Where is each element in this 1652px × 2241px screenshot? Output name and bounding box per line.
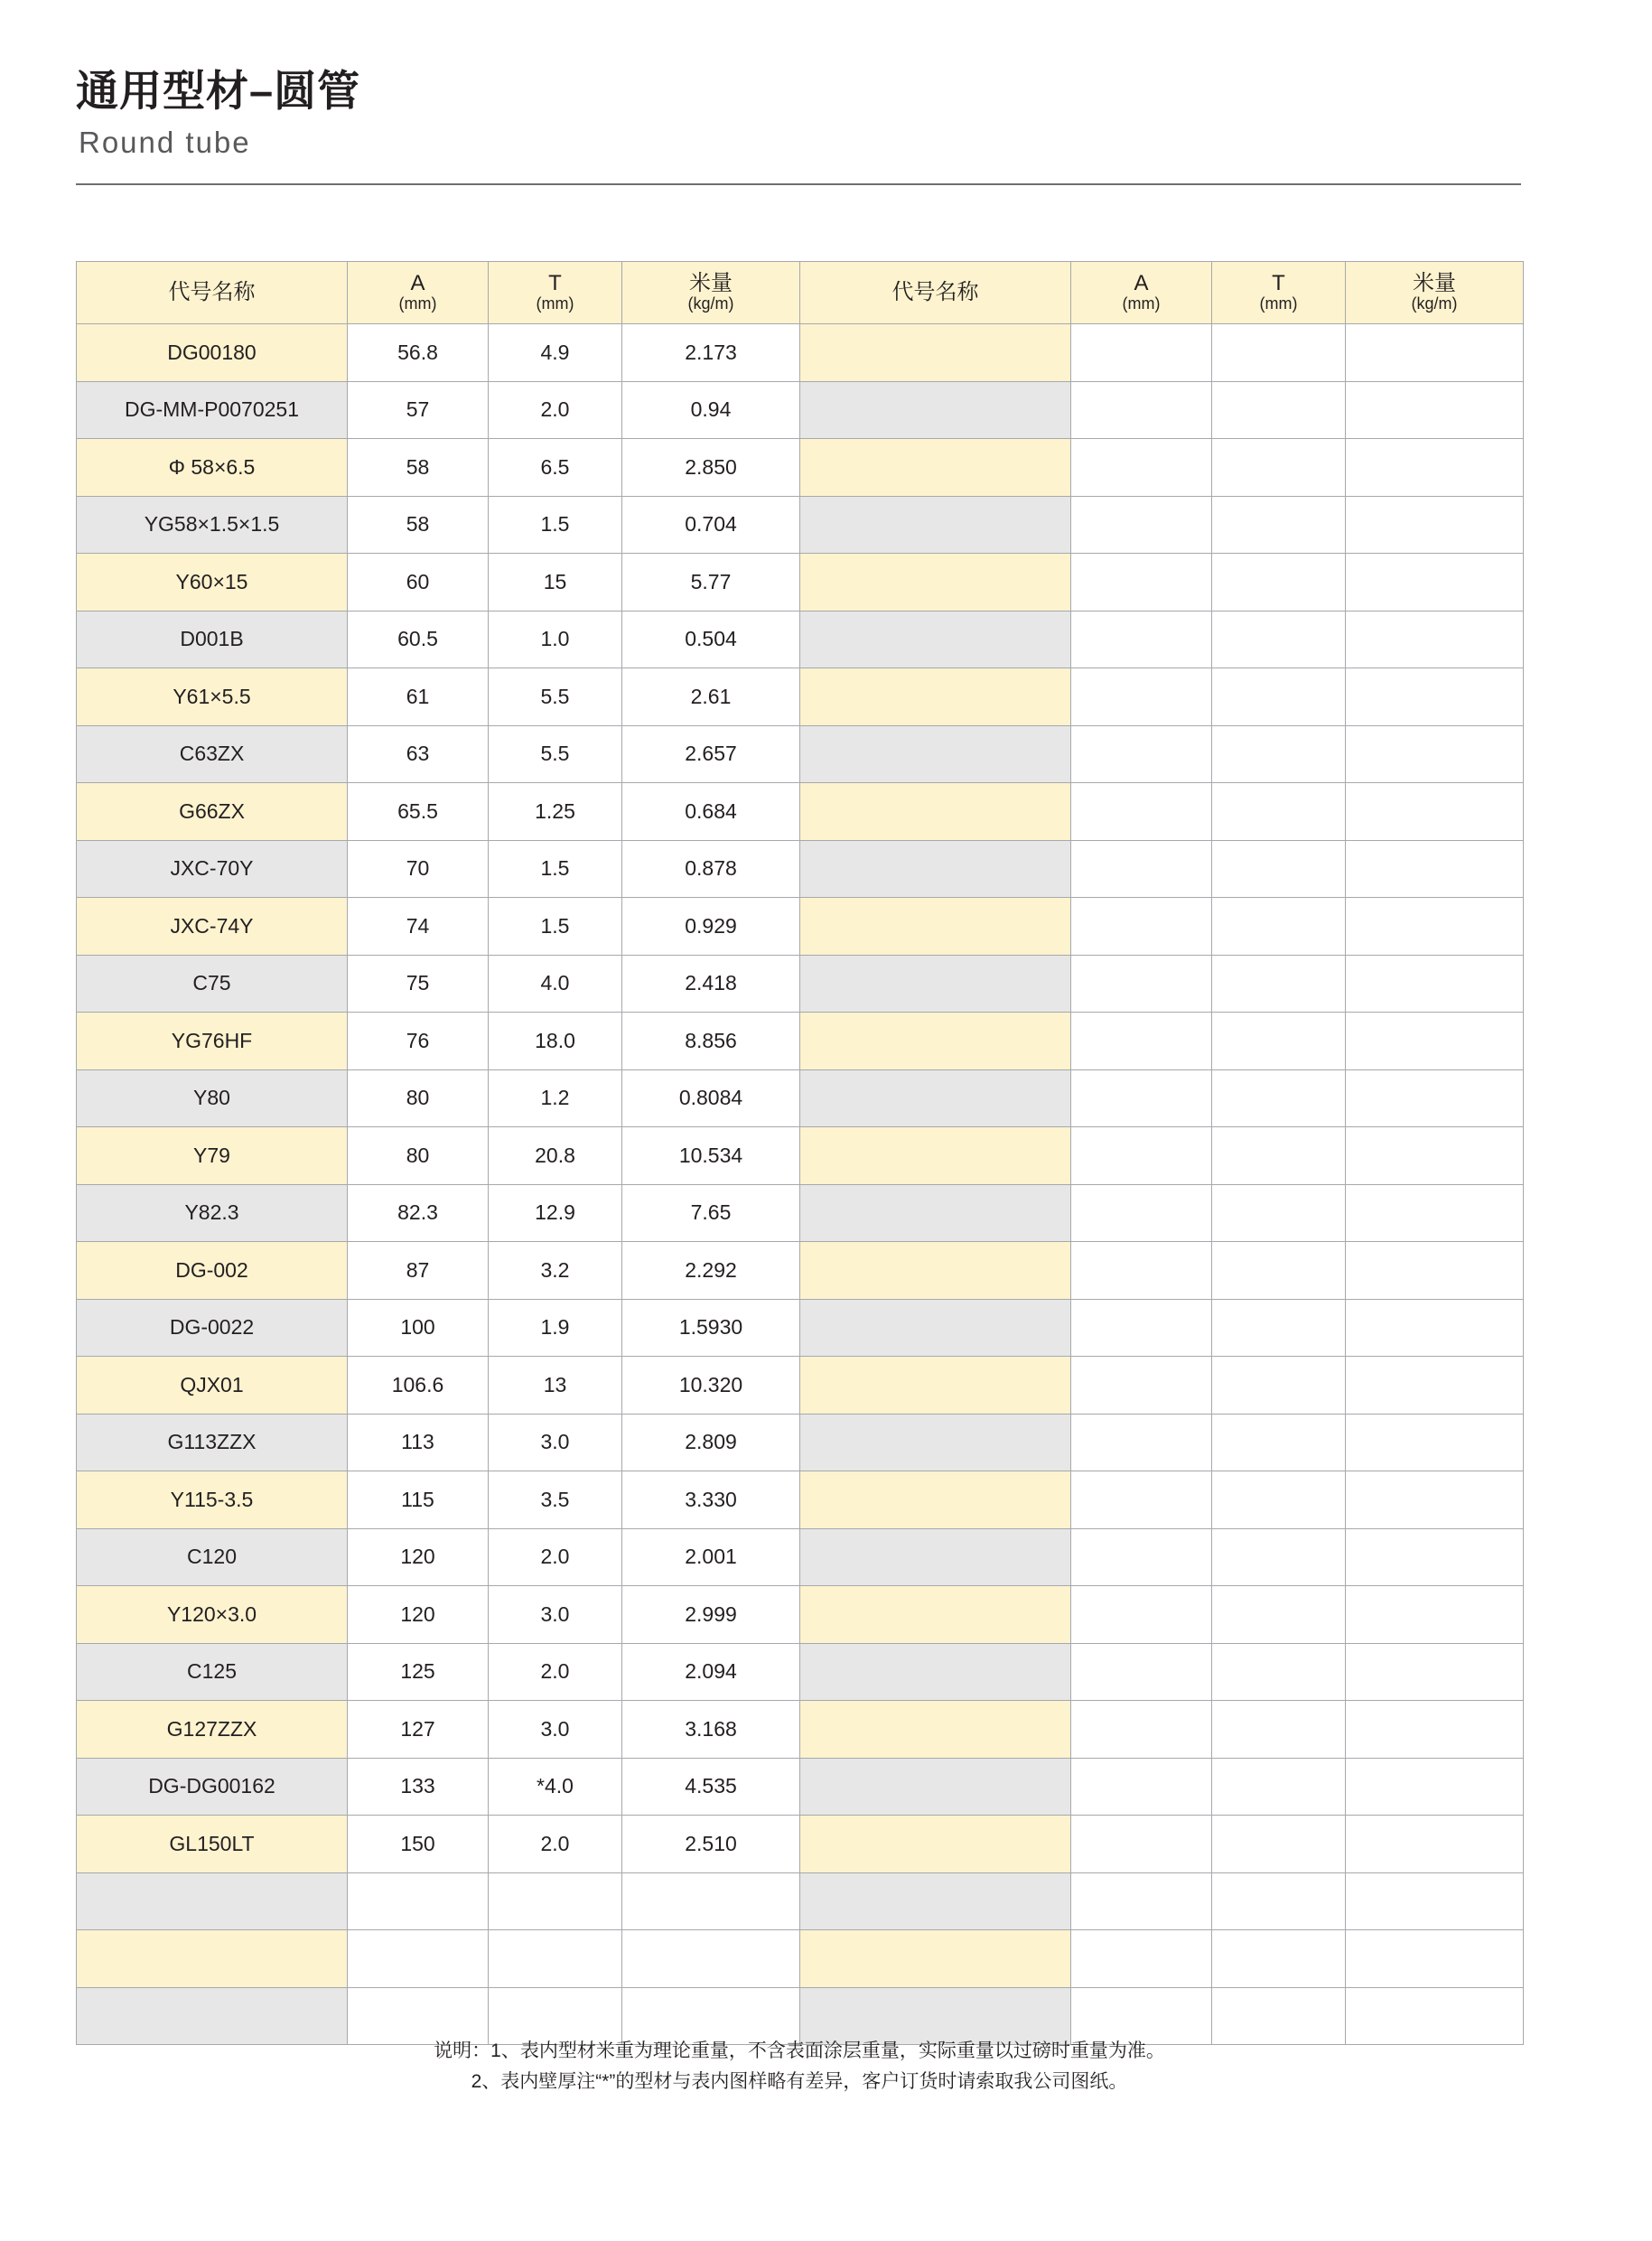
cell-t-right bbox=[1212, 1069, 1346, 1127]
column-header-a-right bbox=[1071, 262, 1212, 324]
cell-a-left bbox=[348, 1872, 489, 1930]
page-title-cn: 通用型材–圆管 bbox=[76, 67, 361, 115]
cell-a-right bbox=[1071, 1872, 1212, 1930]
table-header bbox=[77, 262, 1524, 324]
cell-name-right bbox=[800, 554, 1071, 612]
cell-weight-left: 2.510 bbox=[622, 1816, 800, 1873]
cell-a-left: 60 bbox=[348, 554, 489, 612]
cell-a-left: 65.5 bbox=[348, 783, 489, 841]
cell-t-right bbox=[1212, 783, 1346, 841]
cell-weight-right bbox=[1346, 1242, 1524, 1300]
cell-t-left: 12.9 bbox=[489, 1184, 622, 1242]
cell-name-left: C75 bbox=[77, 955, 348, 1013]
table-row bbox=[77, 1758, 1524, 1816]
cell-t-left: 3.0 bbox=[489, 1586, 622, 1644]
spec-table bbox=[76, 261, 1524, 2045]
cell-t-right bbox=[1212, 1701, 1346, 1759]
cell-name-right bbox=[800, 1586, 1071, 1644]
cell-name-right bbox=[800, 898, 1071, 956]
cell-t-left: 1.5 bbox=[489, 840, 622, 898]
cell-t-left: 3.2 bbox=[489, 1242, 622, 1300]
cell-t-left: 2.0 bbox=[489, 381, 622, 439]
cell-a-left: 74 bbox=[348, 898, 489, 956]
cell-t-right bbox=[1212, 1013, 1346, 1070]
cell-t-right bbox=[1212, 381, 1346, 439]
cell-a-right bbox=[1071, 1471, 1212, 1529]
cell-a-left: 56.8 bbox=[348, 324, 489, 382]
cell-a-right bbox=[1071, 955, 1212, 1013]
cell-weight-right bbox=[1346, 840, 1524, 898]
cell-name-left: G127ZZX bbox=[77, 1701, 348, 1759]
cell-a-right bbox=[1071, 1414, 1212, 1471]
cell-weight-left: 0.684 bbox=[622, 783, 800, 841]
cell-weight-left: 0.929 bbox=[622, 898, 800, 956]
cell-name-right bbox=[800, 496, 1071, 554]
cell-t-left: 4.9 bbox=[489, 324, 622, 382]
cell-a-left: 115 bbox=[348, 1471, 489, 1529]
cell-t-left: 1.0 bbox=[489, 611, 622, 668]
cell-a-left: 87 bbox=[348, 1242, 489, 1300]
cell-t-left: 2.0 bbox=[489, 1643, 622, 1701]
cell-name-left bbox=[77, 1930, 348, 1988]
table-row bbox=[77, 554, 1524, 612]
table-row bbox=[77, 496, 1524, 554]
cell-t-left: 5.5 bbox=[489, 725, 622, 783]
cell-weight-left: 0.878 bbox=[622, 840, 800, 898]
cell-a-right bbox=[1071, 1816, 1212, 1873]
cell-name-left: Y79 bbox=[77, 1127, 348, 1185]
cell-weight-left: 3.168 bbox=[622, 1701, 800, 1759]
cell-name-right bbox=[800, 1357, 1071, 1415]
cell-a-left: 120 bbox=[348, 1528, 489, 1586]
cell-t-left: 4.0 bbox=[489, 955, 622, 1013]
cell-name-left: DG-002 bbox=[77, 1242, 348, 1300]
cell-name-left: GL150LT bbox=[77, 1816, 348, 1873]
cell-name-right bbox=[800, 1872, 1071, 1930]
column-header-title: 代号名称 bbox=[168, 280, 256, 305]
cell-a-right bbox=[1071, 783, 1212, 841]
cell-t-right bbox=[1212, 439, 1346, 497]
table-row bbox=[77, 725, 1524, 783]
table-row bbox=[77, 1357, 1524, 1415]
column-header-title: T bbox=[1272, 271, 1285, 296]
cell-name-left: G66ZX bbox=[77, 783, 348, 841]
cell-t-left: 13 bbox=[489, 1357, 622, 1415]
cell-name-right bbox=[800, 611, 1071, 668]
note-line-2: 2、表内壁厚注“*”的型材与表内图样略有差异，客户订货时请索取我公司图纸。 bbox=[471, 2070, 1128, 2092]
cell-a-left: 58 bbox=[348, 439, 489, 497]
column-header-a-left bbox=[348, 262, 489, 324]
cell-t-left: 6.5 bbox=[489, 439, 622, 497]
cell-weight-left: 0.504 bbox=[622, 611, 800, 668]
cell-a-right bbox=[1071, 1184, 1212, 1242]
cell-a-left: 63 bbox=[348, 725, 489, 783]
cell-weight-right bbox=[1346, 1758, 1524, 1816]
cell-a-left: 150 bbox=[348, 1816, 489, 1873]
cell-name-left bbox=[77, 1872, 348, 1930]
cell-a-left: 75 bbox=[348, 955, 489, 1013]
cell-t-left bbox=[489, 1930, 622, 1988]
table-row bbox=[77, 1242, 1524, 1300]
cell-weight-left: 2.418 bbox=[622, 955, 800, 1013]
cell-name-right bbox=[800, 783, 1071, 841]
cell-a-left: 61 bbox=[348, 668, 489, 726]
cell-a-left bbox=[348, 1930, 489, 1988]
cell-name-right bbox=[800, 1414, 1071, 1471]
cell-weight-left: 2.001 bbox=[622, 1528, 800, 1586]
cell-name-right bbox=[800, 1013, 1071, 1070]
cell-a-left: 60.5 bbox=[348, 611, 489, 668]
cell-t-right bbox=[1212, 1184, 1346, 1242]
cell-a-left: 120 bbox=[348, 1586, 489, 1644]
cell-weight-right bbox=[1346, 1127, 1524, 1185]
cell-t-right bbox=[1212, 1643, 1346, 1701]
cell-name-right bbox=[800, 1643, 1071, 1701]
cell-t-left: 3.0 bbox=[489, 1414, 622, 1471]
table-row bbox=[77, 1701, 1524, 1759]
column-header-unit: (kg/m) bbox=[1411, 294, 1458, 313]
cell-name-left: YG58×1.5×1.5 bbox=[77, 496, 348, 554]
cell-name-left: Y120×3.0 bbox=[77, 1586, 348, 1644]
cell-t-right bbox=[1212, 1127, 1346, 1185]
cell-a-left: 57 bbox=[348, 381, 489, 439]
cell-t-right bbox=[1212, 1414, 1346, 1471]
cell-t-left: 18.0 bbox=[489, 1013, 622, 1070]
cell-weight-right bbox=[1346, 1414, 1524, 1471]
cell-weight-left: 2.173 bbox=[622, 324, 800, 382]
cell-weight-left: 5.77 bbox=[622, 554, 800, 612]
cell-a-right bbox=[1071, 1528, 1212, 1586]
cell-a-right bbox=[1071, 554, 1212, 612]
cell-weight-right bbox=[1346, 1643, 1524, 1701]
cell-t-right bbox=[1212, 554, 1346, 612]
cell-a-right bbox=[1071, 381, 1212, 439]
cell-t-left: 3.0 bbox=[489, 1701, 622, 1759]
cell-weight-left: 4.535 bbox=[622, 1758, 800, 1816]
column-header-t-left bbox=[489, 262, 622, 324]
cell-t-left: 1.9 bbox=[489, 1299, 622, 1357]
table-row bbox=[77, 1586, 1524, 1644]
cell-a-left: 76 bbox=[348, 1013, 489, 1070]
table-row bbox=[77, 1414, 1524, 1471]
cell-t-right bbox=[1212, 1872, 1346, 1930]
cell-a-left: 58 bbox=[348, 496, 489, 554]
cell-weight-right bbox=[1346, 1357, 1524, 1415]
cell-name-right bbox=[800, 668, 1071, 726]
cell-a-left: 80 bbox=[348, 1069, 489, 1127]
table-row bbox=[77, 324, 1524, 382]
cell-name-left: D001B bbox=[77, 611, 348, 668]
cell-name-left: Φ 58×6.5 bbox=[77, 439, 348, 497]
cell-t-right bbox=[1212, 496, 1346, 554]
column-header-t-right bbox=[1212, 262, 1346, 324]
cell-weight-right bbox=[1346, 1299, 1524, 1357]
cell-name-left: JXC-70Y bbox=[77, 840, 348, 898]
cell-weight-right bbox=[1346, 1586, 1524, 1644]
column-header-unit: (mm) bbox=[536, 294, 574, 313]
cell-a-right bbox=[1071, 668, 1212, 726]
cell-t-right bbox=[1212, 1528, 1346, 1586]
cell-a-right bbox=[1071, 1758, 1212, 1816]
table-row bbox=[77, 1013, 1524, 1070]
cell-a-right bbox=[1071, 439, 1212, 497]
cell-name-right bbox=[800, 1299, 1071, 1357]
table-row bbox=[77, 381, 1524, 439]
cell-t-right bbox=[1212, 324, 1346, 382]
cell-name-right bbox=[800, 1816, 1071, 1873]
cell-a-left: 127 bbox=[348, 1701, 489, 1759]
cell-name-right bbox=[800, 1930, 1071, 1988]
cell-a-left: 125 bbox=[348, 1643, 489, 1701]
cell-name-right bbox=[800, 840, 1071, 898]
cell-weight-left bbox=[622, 1930, 800, 1988]
cell-a-right bbox=[1071, 1242, 1212, 1300]
cell-t-left: 15 bbox=[489, 554, 622, 612]
cell-a-right bbox=[1071, 1643, 1212, 1701]
cell-name-right bbox=[800, 1127, 1071, 1185]
column-header-weight-left bbox=[622, 262, 800, 324]
cell-weight-right bbox=[1346, 1184, 1524, 1242]
cell-t-right bbox=[1212, 1816, 1346, 1873]
cell-a-right bbox=[1071, 1069, 1212, 1127]
table-row bbox=[77, 783, 1524, 841]
cell-weight-right bbox=[1346, 554, 1524, 612]
table-row bbox=[77, 840, 1524, 898]
table-row bbox=[77, 439, 1524, 497]
table-row bbox=[77, 1643, 1524, 1701]
cell-t-left: 1.5 bbox=[489, 898, 622, 956]
cell-name-left: C63ZX bbox=[77, 725, 348, 783]
cell-weight-left: 0.94 bbox=[622, 381, 800, 439]
cell-weight-left: 2.999 bbox=[622, 1586, 800, 1644]
column-header-name-right bbox=[800, 262, 1071, 324]
cell-t-left: 1.25 bbox=[489, 783, 622, 841]
cell-name-right bbox=[800, 1758, 1071, 1816]
column-header-unit: (kg/m) bbox=[687, 294, 734, 313]
cell-t-left: 5.5 bbox=[489, 668, 622, 726]
cell-name-right bbox=[800, 1184, 1071, 1242]
cell-name-left: JXC-74Y bbox=[77, 898, 348, 956]
cell-weight-left: 2.094 bbox=[622, 1643, 800, 1701]
cell-a-left: 70 bbox=[348, 840, 489, 898]
cell-t-right bbox=[1212, 1930, 1346, 1988]
cell-weight-right bbox=[1346, 496, 1524, 554]
cell-a-left: 82.3 bbox=[348, 1184, 489, 1242]
cell-name-right bbox=[800, 1528, 1071, 1586]
cell-a-right bbox=[1071, 1127, 1212, 1185]
cell-weight-left: 8.856 bbox=[622, 1013, 800, 1070]
cell-a-right bbox=[1071, 611, 1212, 668]
cell-t-left: 1.5 bbox=[489, 496, 622, 554]
cell-t-left: 2.0 bbox=[489, 1816, 622, 1873]
cell-weight-left: 2.850 bbox=[622, 439, 800, 497]
cell-a-left: 106.6 bbox=[348, 1357, 489, 1415]
table-row bbox=[77, 1299, 1524, 1357]
cell-a-right bbox=[1071, 1357, 1212, 1415]
cell-t-left: 2.0 bbox=[489, 1528, 622, 1586]
table-row bbox=[77, 1069, 1524, 1127]
cell-weight-right bbox=[1346, 1069, 1524, 1127]
cell-name-left: C120 bbox=[77, 1528, 348, 1586]
table-row bbox=[77, 1528, 1524, 1586]
table-row bbox=[77, 1816, 1524, 1873]
cell-weight-left: 0.704 bbox=[622, 496, 800, 554]
cell-t-right bbox=[1212, 1357, 1346, 1415]
column-header-unit: (mm) bbox=[1122, 294, 1161, 313]
cell-a-left: 113 bbox=[348, 1414, 489, 1471]
cell-weight-right bbox=[1346, 324, 1524, 382]
cell-t-left: 3.5 bbox=[489, 1471, 622, 1529]
cell-t-right bbox=[1212, 955, 1346, 1013]
cell-a-right bbox=[1071, 496, 1212, 554]
cell-name-left: YG76HF bbox=[77, 1013, 348, 1070]
cell-weight-right bbox=[1346, 1471, 1524, 1529]
cell-t-left: *4.0 bbox=[489, 1758, 622, 1816]
cell-weight-right bbox=[1346, 1816, 1524, 1873]
cell-name-left: Y115-3.5 bbox=[77, 1471, 348, 1529]
cell-name-left: DG00180 bbox=[77, 324, 348, 382]
cell-weight-right bbox=[1346, 783, 1524, 841]
cell-name-right bbox=[800, 1242, 1071, 1300]
table-row bbox=[77, 1184, 1524, 1242]
cell-t-right bbox=[1212, 840, 1346, 898]
page-header bbox=[76, 65, 1521, 161]
table-row bbox=[77, 611, 1524, 668]
cell-a-right bbox=[1071, 324, 1212, 382]
cell-weight-left: 2.657 bbox=[622, 725, 800, 783]
column-header-title: T bbox=[548, 271, 562, 296]
cell-weight-left: 1.5930 bbox=[622, 1299, 800, 1357]
column-header-title: A bbox=[410, 271, 425, 296]
cell-t-right bbox=[1212, 611, 1346, 668]
cell-a-right bbox=[1071, 1299, 1212, 1357]
cell-weight-right bbox=[1346, 381, 1524, 439]
table-body bbox=[77, 324, 1524, 2045]
cell-weight-right bbox=[1346, 898, 1524, 956]
cell-name-right bbox=[800, 725, 1071, 783]
cell-name-right bbox=[800, 439, 1071, 497]
page-title-en: Round tube bbox=[79, 125, 251, 159]
cell-t-right bbox=[1212, 1471, 1346, 1529]
cell-t-left: 1.2 bbox=[489, 1069, 622, 1127]
cell-weight-left: 3.330 bbox=[622, 1471, 800, 1529]
table-row bbox=[77, 898, 1524, 956]
spec-table-container bbox=[76, 261, 1523, 2045]
cell-name-left: Y80 bbox=[77, 1069, 348, 1127]
cell-a-left: 100 bbox=[348, 1299, 489, 1357]
cell-weight-left: 10.320 bbox=[622, 1357, 800, 1415]
table-row bbox=[77, 1127, 1524, 1185]
cell-a-right bbox=[1071, 1930, 1212, 1988]
cell-t-right bbox=[1212, 898, 1346, 956]
column-header-title: 米量 bbox=[689, 271, 733, 296]
cell-weight-left: 2.292 bbox=[622, 1242, 800, 1300]
cell-t-left bbox=[489, 1872, 622, 1930]
cell-name-left: C125 bbox=[77, 1643, 348, 1701]
cell-a-right bbox=[1071, 725, 1212, 783]
table-header-row bbox=[77, 262, 1524, 324]
column-header-unit: (mm) bbox=[398, 294, 437, 313]
table-row bbox=[77, 1872, 1524, 1930]
cell-t-right bbox=[1212, 725, 1346, 783]
cell-weight-right bbox=[1346, 1013, 1524, 1070]
column-header-unit: (mm) bbox=[1259, 294, 1298, 313]
cell-a-right bbox=[1071, 1013, 1212, 1070]
cell-a-right bbox=[1071, 898, 1212, 956]
cell-t-right bbox=[1212, 668, 1346, 726]
cell-name-right bbox=[800, 324, 1071, 382]
table-row bbox=[77, 1930, 1524, 1988]
column-header-title: 代号名称 bbox=[891, 280, 979, 305]
cell-weight-right bbox=[1346, 1701, 1524, 1759]
column-header-name-left bbox=[77, 262, 348, 324]
cell-name-left: Y82.3 bbox=[77, 1184, 348, 1242]
cell-weight-right bbox=[1346, 611, 1524, 668]
cell-weight-right bbox=[1346, 1930, 1524, 1988]
cell-weight-left: 2.809 bbox=[622, 1414, 800, 1471]
note-line-1: 说明：1、表内型材米重为理论重量，不含表面涂层重量，实际重量以过磅时重量为准。 bbox=[434, 2040, 1165, 2061]
cell-weight-left: 0.8084 bbox=[622, 1069, 800, 1127]
cell-name-right bbox=[800, 1471, 1071, 1529]
cell-weight-left: 2.61 bbox=[622, 668, 800, 726]
cell-t-left: 20.8 bbox=[489, 1127, 622, 1185]
cell-t-right bbox=[1212, 1758, 1346, 1816]
table-row bbox=[77, 955, 1524, 1013]
cell-name-right bbox=[800, 1069, 1071, 1127]
cell-weight-right bbox=[1346, 1872, 1524, 1930]
cell-name-right bbox=[800, 381, 1071, 439]
cell-weight-left: 10.534 bbox=[622, 1127, 800, 1185]
cell-weight-right bbox=[1346, 955, 1524, 1013]
table-row bbox=[77, 668, 1524, 726]
cell-t-right bbox=[1212, 1242, 1346, 1300]
cell-a-right bbox=[1071, 840, 1212, 898]
cell-weight-left bbox=[622, 1872, 800, 1930]
cell-name-left: Y60×15 bbox=[77, 554, 348, 612]
cell-name-left: QJX01 bbox=[77, 1357, 348, 1415]
column-header-title: 米量 bbox=[1413, 271, 1456, 296]
table-notes bbox=[76, 2036, 1523, 2096]
cell-name-left: G113ZZX bbox=[77, 1414, 348, 1471]
header-divider bbox=[76, 183, 1521, 185]
cell-name-right bbox=[800, 955, 1071, 1013]
cell-a-left: 80 bbox=[348, 1127, 489, 1185]
cell-name-right bbox=[800, 1701, 1071, 1759]
cell-weight-right bbox=[1346, 439, 1524, 497]
cell-weight-right bbox=[1346, 668, 1524, 726]
cell-t-right bbox=[1212, 1586, 1346, 1644]
cell-t-right bbox=[1212, 1299, 1346, 1357]
cell-weight-right bbox=[1346, 725, 1524, 783]
cell-a-right bbox=[1071, 1701, 1212, 1759]
cell-name-left: Y61×5.5 bbox=[77, 668, 348, 726]
cell-a-left: 133 bbox=[348, 1758, 489, 1816]
cell-weight-left: 7.65 bbox=[622, 1184, 800, 1242]
cell-weight-right bbox=[1346, 1528, 1524, 1586]
cell-name-left: DG-MM-P0070251 bbox=[77, 381, 348, 439]
column-header-weight-right bbox=[1346, 262, 1524, 324]
column-header-title: A bbox=[1134, 271, 1149, 296]
cell-a-right bbox=[1071, 1586, 1212, 1644]
cell-name-left: DG-DG00162 bbox=[77, 1758, 348, 1816]
table-row bbox=[77, 1471, 1524, 1529]
cell-name-left: DG-0022 bbox=[77, 1299, 348, 1357]
